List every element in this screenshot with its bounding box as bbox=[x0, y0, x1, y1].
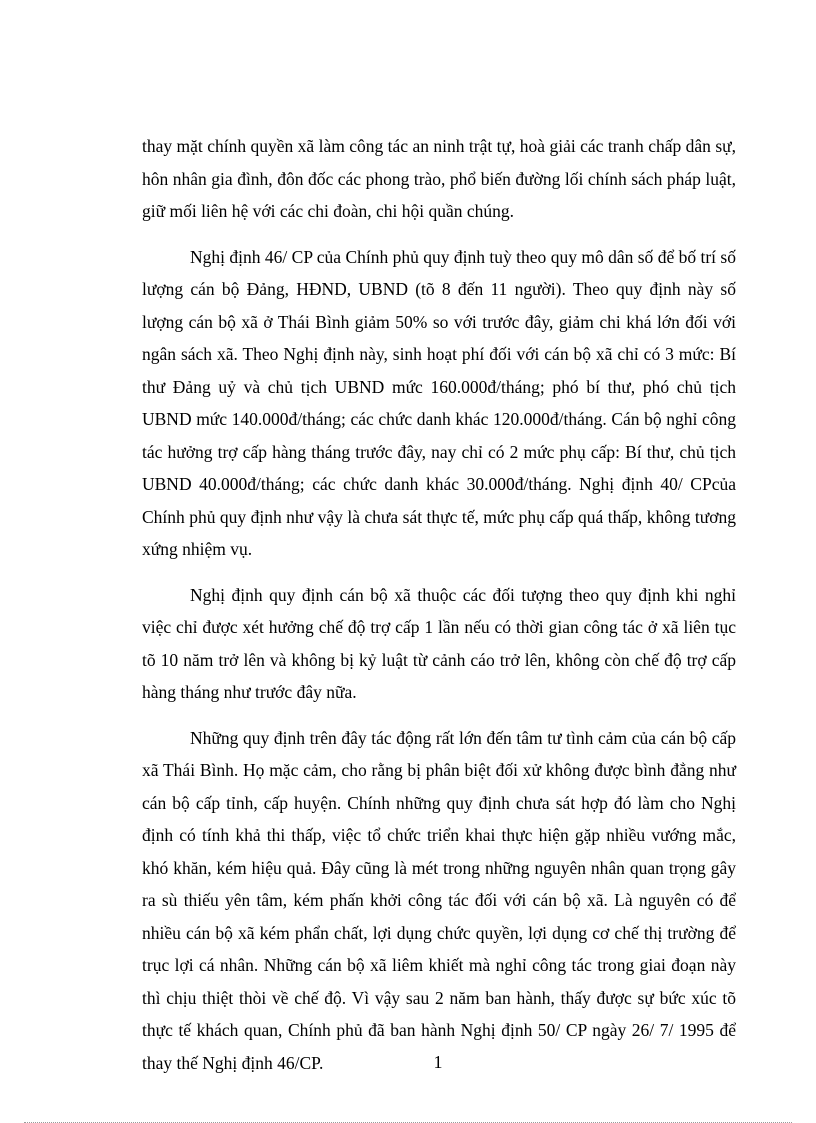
page-number: 1 bbox=[433, 1052, 443, 1072]
body-text bbox=[142, 130, 736, 1092]
paragraph-1: thay mặt chính quyền xã làm công tác an ninh trật tự, hoà giải các tranh chấp dân sự, hôn nhân gia đình, đôn đốc các phong trào, phổ biến đường lối chính sách pháp luật, giữ mối liên hệ với các chi đoàn, chi hội quần chúng. bbox=[142, 136, 736, 221]
paragraph-2: Nghị định 46/ CP của Chính phủ quy định tuỳ theo quy mô dân số để bố trí số lượng cán bộ Đảng, HĐND, UBND (tõ 8 đến 11 người). Theo quy định này số lượng cán bộ xã ở Thái Bình giảm 50% so với trước đây, giảm chi khá lớn đối với ngân sách xã. Theo Nghị định này, sinh hoạt phí đối với cán bộ xã chỉ có 3 mức: Bí thư Đảng uỷ và chủ tịch UBND mức 160.000đ/tháng; phó bí thư, phó chủ tịch UBND mức 140.000đ/tháng; các chức danh khác 120.000đ/tháng. Cán bộ nghỉ công tác hưởng trợ cấp hàng tháng trước đây, nay chỉ có 2 mức phụ cấp: Bí thư, chủ tịch UBND 40.000đ/tháng; các chức danh khác 30.000đ/tháng. Nghị định 40/ CPcủa Chính phủ quy định như vậy là chưa sát thực tế, mức phụ cấp quá thấp, không tương xứng nhiệm vụ. bbox=[142, 246, 736, 559]
paragraph-3: Nghị định quy định cán bộ xã thuộc các đối tượng theo quy định khi nghỉ việc chỉ được xét hưởng chế độ trợ cấp 1 lần nếu có thời gian công tác ở xã liên tục tõ 10 năm trở lên và không bị kỷ luật từ cảnh cáo trở lên, không còn chế độ trợ cấp hàng tháng như trước đây nữa. bbox=[142, 584, 736, 702]
paragraph-4: Những quy định trên đây tác động rất lớn đến tâm tư tình cảm của cán bộ cấp xã Thái Bình. Họ mặc cảm, cho rằng bị phân biệt đối xử không được bình đẳng như cán bộ cấp tỉnh, cấp huyện. Chính những quy định chưa sát hợp đó làm cho Nghị định có tính khả thi thấp, việc tổ chức triển khai thực hiện gặp nhiều vướng mắc, khó khăn, kém hiệu quả. Đây cũng là mét trong những nguyên nhân quan trọng gây ra sù thiếu yên tâm, kém phấn khởi công tác đối với cán bộ xã. Là nguyên có để nhiều cán bộ xã kém phẩn chất, lợi dụng chức quyền, lợi dụng cơ chế thị trường để trục lợi cá nhân. Những cán bộ xã liêm khiết mà nghỉ công tác trong giai đoạn này thì chịu thiệt thòi về chế độ. Vì vậy sau 2 năm ban hành, thấy được sự bức xúc tõ thực tế khách quan, Chính phủ đã ban hành Nghị định 50/ CP ngày 26/ 7/ 1995 để thay thế Nghị định 46/CP. bbox=[142, 727, 736, 1073]
